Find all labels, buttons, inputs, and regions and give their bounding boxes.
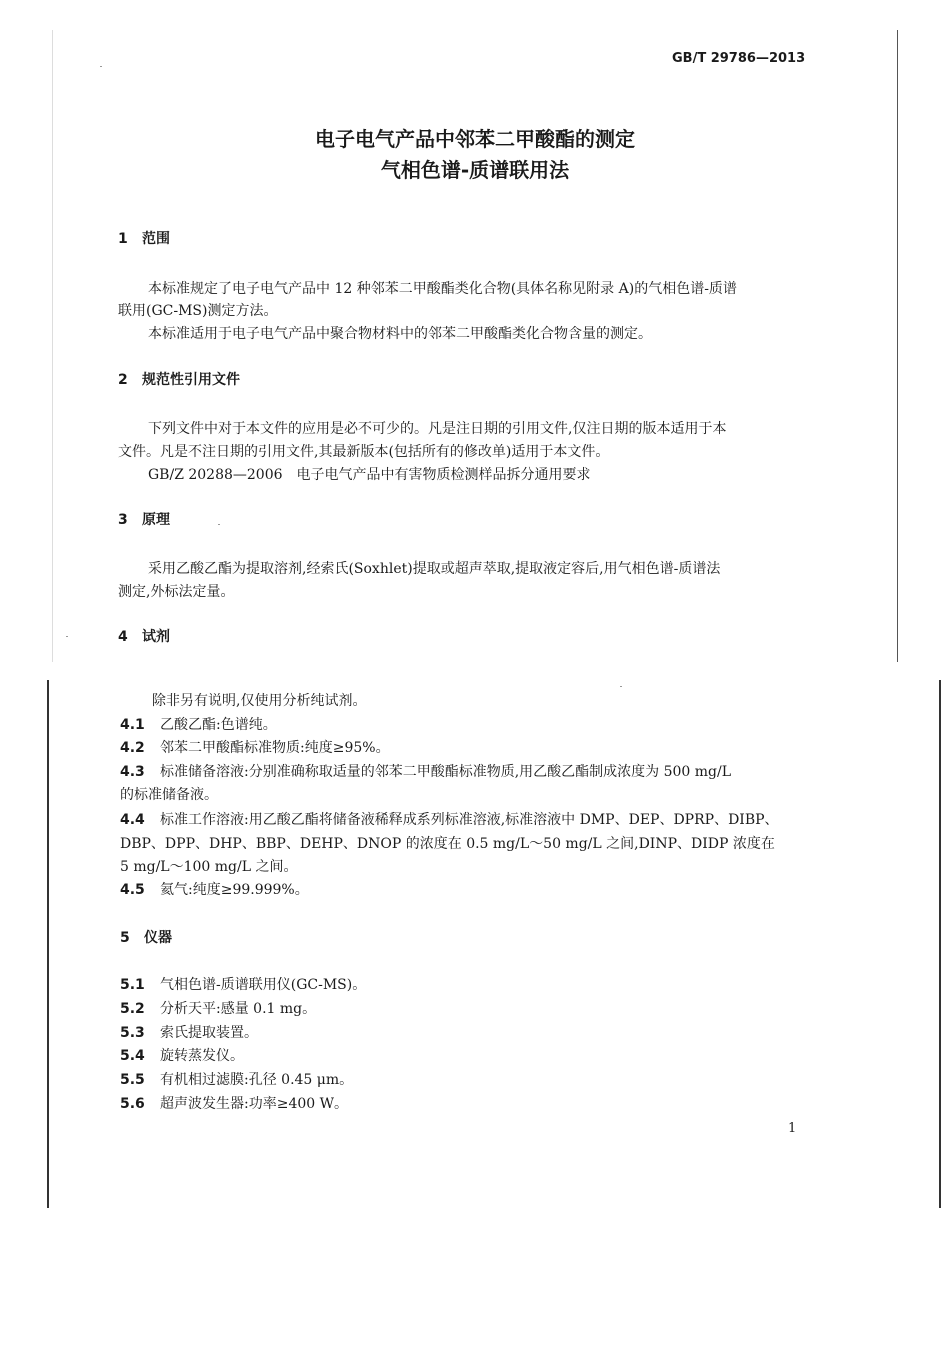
scan-edge — [47, 680, 49, 1208]
section-heading-instruments — [120, 929, 172, 947]
section-heading-references — [118, 371, 240, 389]
scope-paragraph-line: 本标准适用于电子电气产品中聚合物材料中的邻苯二甲酸酯类化合物含量的测定。 — [148, 326, 652, 342]
reagent-item — [120, 763, 731, 781]
page-number: 1 — [788, 1121, 797, 1136]
item-text: 标准储备溶液:分别准确称取适量的邻苯二甲酸酯标准物质,用乙酸乙酯制成浓度为 500 mg/L — [160, 764, 732, 780]
item-text: 氦气:纯度≥99.999%。 — [160, 882, 309, 898]
standard-code: GB/T 29786—2013 — [672, 51, 806, 66]
reagent-item — [120, 811, 779, 829]
item-number: 4.3 — [120, 764, 145, 780]
scan-speck — [100, 66, 102, 67]
item-text: 乙酸乙酯:色谱纯。 — [160, 717, 277, 733]
item-text: 旋转蒸发仪。 — [160, 1048, 244, 1064]
item-text: 超声波发生器:功率≥400 W。 — [160, 1096, 349, 1112]
references-paragraph-line: 文件。凡是不注日期的引用文件,其最新版本(包括所有的修改单)适用于本文件。 — [118, 444, 610, 460]
item-text: 分析天平:感量 0.1 mg。 — [160, 1001, 317, 1017]
item-text: 标准工作溶液:用乙酸乙酯将储备液稀释成系列标准溶液,标准溶液中 DMP、DEP、DPRP、DIBP、 — [160, 812, 779, 828]
item-number: 4.2 — [120, 740, 145, 756]
reagent-item-continuation: 5 mg/L～100 mg/L 之间。 — [120, 859, 298, 875]
scan-edge — [939, 680, 941, 1208]
section-number: 2 — [118, 372, 128, 388]
document-title-line2: 气相色谱-质谱联用法 — [380, 158, 570, 182]
principle-paragraph-line: 采用乙酸乙酯为提取溶剂,经索氏(Soxhlet)提取或超声萃取,提取液定容后,用气相色谱-质谱法 — [148, 561, 721, 577]
reagent-item-continuation: 的标准储备液。 — [120, 787, 218, 803]
reference-entry: GB/Z 20288—2006 电子电气产品中有害物质检测样品拆分通用要求 — [148, 467, 591, 483]
item-text: 邻苯二甲酸酯标准物质:纯度≥95%。 — [160, 740, 390, 756]
section-number: 5 — [120, 930, 130, 946]
reagent-item — [120, 739, 390, 757]
item-number: 4.1 — [120, 717, 145, 733]
item-number: 4.4 — [120, 812, 145, 828]
scan-speck — [218, 524, 220, 525]
instrument-item — [120, 1071, 353, 1089]
section-heading-principle — [118, 511, 170, 529]
item-number: 5.2 — [120, 1001, 145, 1017]
references-paragraph-line: 下列文件中对于本文件的应用是必不可少的。凡是注日期的引用文件,仅注日期的版本适用于本 — [148, 421, 727, 437]
scope-paragraph-line: 联用(GC-MS)测定方法。 — [118, 303, 278, 319]
instrument-item — [120, 976, 366, 994]
instrument-item — [120, 1024, 258, 1042]
item-number: 5.3 — [120, 1025, 145, 1041]
section-number: 1 — [118, 231, 128, 247]
item-number: 5.6 — [120, 1096, 145, 1112]
section-heading-scope — [118, 230, 170, 248]
scan-edge — [897, 30, 898, 662]
item-text: 索氏提取装置。 — [160, 1025, 258, 1041]
instrument-item — [120, 1000, 316, 1018]
document-title-line1: 电子电气产品中邻苯二甲酸酯的测定 — [315, 127, 635, 151]
scan-speck — [66, 636, 68, 637]
item-number: 5.1 — [120, 977, 145, 993]
reagent-item — [120, 881, 309, 899]
section-title: 范围 — [142, 231, 170, 247]
section-title: 规范性引用文件 — [142, 372, 240, 388]
item-number: 5.4 — [120, 1048, 145, 1064]
section-title: 仪器 — [144, 930, 172, 946]
section-title: 原理 — [142, 512, 170, 528]
principle-paragraph-line: 测定,外标法定量。 — [118, 584, 235, 600]
scan-speck — [620, 686, 622, 687]
instrument-item — [120, 1047, 244, 1065]
section-number: 4 — [118, 629, 128, 645]
section-title: 试剂 — [142, 629, 170, 645]
scope-paragraph-line: 本标准规定了电子电气产品中 12 种邻苯二甲酸酯类化合物(具体名称见附录 A)的气相色谱-质谱 — [148, 281, 737, 297]
reagents-intro: 除非另有说明,仅使用分析纯试剂。 — [152, 693, 367, 709]
reagent-item — [120, 716, 277, 734]
instrument-item — [120, 1095, 348, 1113]
scan-edge — [52, 30, 53, 662]
item-number: 4.5 — [120, 882, 145, 898]
scan-page-bottom — [48, 680, 940, 1208]
item-text: 有机相过滤膜:孔径 0.45 μm。 — [160, 1072, 354, 1088]
section-heading-reagents — [118, 628, 170, 646]
item-text: 气相色谱-质谱联用仪(GC-MS)。 — [160, 977, 367, 993]
reagent-item-continuation: DBP、DPP、DHP、BBP、DEHP、DNOP 的浓度在 0.5 mg/L～50 mg/L 之间,DINP、DIDP 浓度在 — [120, 836, 775, 852]
item-number: 5.5 — [120, 1072, 145, 1088]
section-number: 3 — [118, 512, 128, 528]
